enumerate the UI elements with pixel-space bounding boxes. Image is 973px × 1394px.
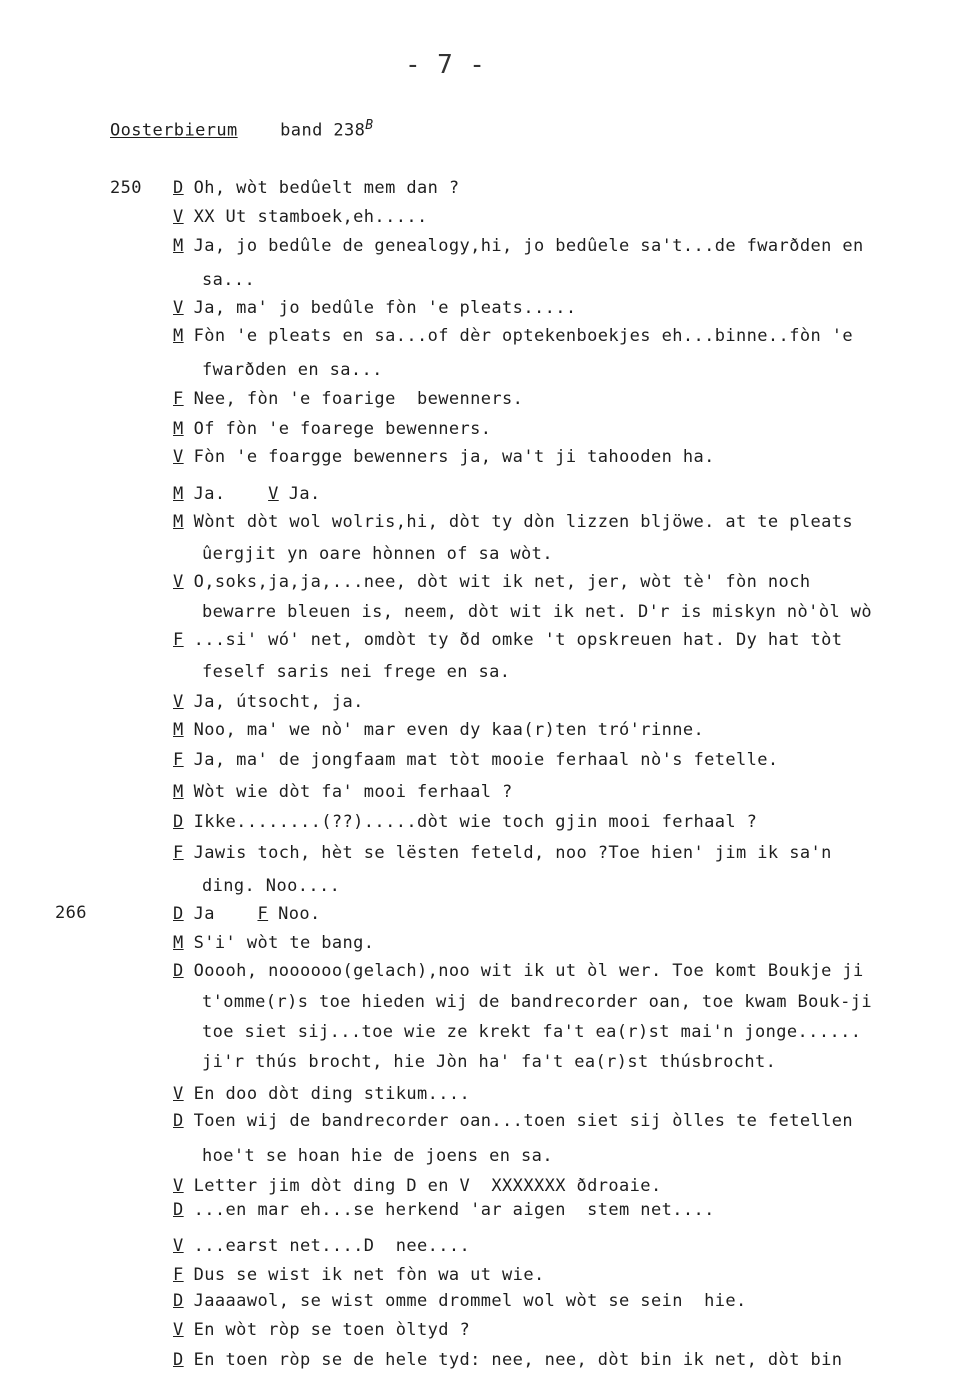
utterance-text: bewarre bleuen is, neem, dòt wit ik net. D'r is miskyn nò'òl wò [202, 602, 872, 622]
speaker-label: V [173, 692, 184, 712]
speaker-line [173, 178, 460, 198]
speaker-label: V [173, 1236, 184, 1256]
speaker-label: V [173, 572, 184, 592]
speaker-line [173, 1265, 545, 1285]
speaker-line [173, 236, 864, 256]
speaker-line [173, 750, 779, 770]
speaker-line [173, 484, 321, 504]
place-name: Oosterbierum [110, 120, 238, 141]
speaker-line [173, 207, 428, 227]
speaker-label: V [173, 1084, 184, 1104]
utterance-text: ...en mar eh...se herkend 'ar aigen stem net.... [193, 1200, 715, 1220]
speaker-label: F [173, 843, 184, 863]
utterance-text: Jawis toch, hèt se lësten feteld, noo ?Toe hien' jim ik sa'n [193, 843, 832, 863]
speaker-label: D [173, 812, 184, 832]
line-number: 266 [55, 903, 87, 923]
speaker-label: M [173, 720, 184, 740]
utterance-text: Ikke........(??).....dòt wie toch gjin mooi ferhaal ? [193, 812, 758, 832]
speaker-label: M [173, 419, 184, 439]
speaker-label: D [173, 1291, 184, 1311]
utterance-text: hoe't se hoan hie de joens en sa. [202, 1146, 553, 1166]
speaker-line [173, 298, 577, 318]
speaker-label: F [257, 904, 269, 924]
speaker-label: V [268, 484, 279, 504]
speaker-label: V [173, 298, 184, 318]
speaker-label: F [173, 630, 184, 650]
speaker-line [173, 1111, 853, 1131]
band-suffix: B [365, 118, 374, 133]
speaker-label: M [173, 512, 184, 532]
utterance-text: Dus se wist ik net fòn wa ut wie. [193, 1265, 545, 1285]
utterance-text: Oh, wòt bedûelt mem dan ? [193, 178, 460, 198]
utterance-text: feself saris nei frege en sa. [202, 662, 511, 682]
continuation-line [202, 662, 510, 682]
speaker-label: D [173, 1350, 184, 1370]
utterance-text: Wòt wie dòt fa' mooi ferhaal ? [193, 782, 513, 802]
continuation-line [202, 876, 340, 896]
continuation-line [202, 602, 872, 622]
utterance-text: Noo, ma' we nò' mar even dy kaa(r)ten tró'rinne. [193, 720, 705, 740]
utterance-text: Fòn 'e pleats en sa...of dèr optekenboekjes eh...binne..fòn 'e [193, 326, 854, 346]
speaker-label: F [173, 750, 184, 770]
speaker-label: M [173, 782, 184, 802]
speaker-label: V [173, 207, 184, 227]
speaker-line [173, 812, 757, 832]
speaker-label: F [173, 1265, 184, 1285]
speaker-line [173, 720, 704, 740]
utterance-text: sa... [202, 270, 256, 290]
speaker-label: D [173, 904, 184, 924]
speaker-line [173, 326, 853, 346]
speaker-line [173, 1350, 842, 1370]
speaker-label: M [173, 484, 184, 504]
utterance-text: En doo dòt ding stikum.... [193, 1084, 471, 1104]
utterance-text: Nee, fòn 'e foarige bewenners. [193, 389, 524, 409]
continuation-line [202, 360, 383, 380]
utterance-text: En toen ròp se de hele tyd: nee, nee, dòt bin ik net, dòt bin [193, 1350, 843, 1370]
utterance-text: Ooooh, noooooo(gelach),noo wit ik ut òl wer. Toe komt Boukje ji [193, 961, 864, 981]
speaker-line [173, 933, 374, 953]
utterance-text: Jaaaawol, se wist omme drommel wol wòt se sein hie. [193, 1291, 747, 1311]
speaker-line [173, 1236, 470, 1256]
continuation-line [202, 544, 553, 564]
utterance-text: t'omme(r)s toe hieden wij de bandrecorder oan, toe kwam Bouk-ji [202, 992, 872, 1012]
utterance-text: Fòn 'e foargge bewenners ja, wa't ji tahooden ha. [193, 447, 715, 467]
utterance-text: fwarðden en sa... [202, 360, 383, 380]
utterance-text: S'i' wòt te bang. [193, 933, 375, 953]
speaker-label: M [173, 933, 184, 953]
speaker-label: F [173, 389, 184, 409]
speaker-label: D [173, 961, 184, 981]
speaker-line [173, 1176, 662, 1196]
utterance-text: Ja [193, 904, 215, 924]
speaker-label: V [173, 447, 184, 467]
speaker-line [173, 1320, 470, 1340]
speaker-line [173, 1200, 715, 1220]
utterance-text: Letter jim dòt ding D en V XXXXXXX ðdroaie. [193, 1176, 662, 1196]
utterance-text: ...earst net....D nee.... [193, 1236, 471, 1256]
speaker-line [173, 389, 523, 409]
utterance-text: ding. Noo.... [202, 876, 341, 896]
continuation-line [202, 1022, 861, 1042]
speaker-label: D [173, 1111, 184, 1131]
speaker-line [173, 843, 832, 863]
continuation-line [202, 992, 872, 1012]
line-number: 250 [110, 178, 142, 198]
utterance-text: Ja, útsocht, ja. [193, 692, 364, 712]
band-number: band 238 [280, 120, 366, 141]
document-header [110, 118, 374, 141]
speaker-label: M [173, 326, 184, 346]
speaker-label: V [173, 1176, 184, 1196]
utterance-text: Ja, jo bedûle de genealogy,hi, jo bedûele sa't...de fwarðden en [193, 236, 864, 256]
speaker-line [173, 447, 715, 467]
speaker-label: D [173, 178, 184, 198]
speaker-line [173, 782, 513, 802]
utterance-text: ...si' wó' net, omdòt ty ðd omke 't opskreuen hat. Dy hat tòt [193, 630, 843, 650]
speaker-line [173, 572, 810, 592]
utterance-text: Ja. [288, 484, 321, 504]
utterance-text: O,soks,ja,ja,...nee, dòt wit ik net, jer, wòt tè' fòn noch [193, 572, 811, 592]
speaker-line [173, 512, 853, 532]
utterance-text: En wòt ròp se toen òltyd ? [193, 1320, 471, 1340]
speaker-line [173, 1291, 747, 1311]
utterance-text: ji'r thús brocht, hie Jòn ha' fa't ea(r)st thúsbrocht. [202, 1052, 777, 1072]
page-number: - 7 - [405, 50, 486, 80]
speaker-line [173, 419, 491, 439]
speaker-label: M [173, 236, 184, 256]
utterance-text: XX Ut stamboek,eh..... [193, 207, 428, 227]
continuation-line [202, 270, 255, 290]
utterance-text: Ja. [193, 484, 226, 504]
utterance-text: Toen wij de bandrecorder oan...toen siet sij òlles te fetellen [193, 1111, 854, 1131]
speaker-line [173, 630, 842, 650]
utterance-text: Ja, ma' jo bedûle fòn 'e pleats..... [193, 298, 577, 318]
continuation-line [202, 1146, 553, 1166]
speaker-line [173, 904, 321, 924]
speaker-line [173, 692, 364, 712]
utterance-text: ûergjit yn oare hònnen of sa wòt. [202, 544, 553, 564]
speaker-line [173, 961, 864, 981]
utterance-text: Ja, ma' de jongfaam mat tòt mooie ferhaal nò's fetelle. [193, 750, 779, 770]
utterance-text: Wònt dòt wol wolris,hi, dòt ty dòn lizzen bljöwe. at te pleats [193, 512, 854, 532]
utterance-text: toe siet sij...toe wie ze krekt fa't ea(r)st mai'n jonge...... [202, 1022, 862, 1042]
utterance-text: Noo. [278, 904, 321, 924]
continuation-line [202, 1052, 776, 1072]
utterance-text: Of fòn 'e foarege bewenners. [193, 419, 492, 439]
speaker-label: D [173, 1200, 184, 1220]
speaker-label: V [173, 1320, 184, 1340]
speaker-line [173, 1084, 470, 1104]
